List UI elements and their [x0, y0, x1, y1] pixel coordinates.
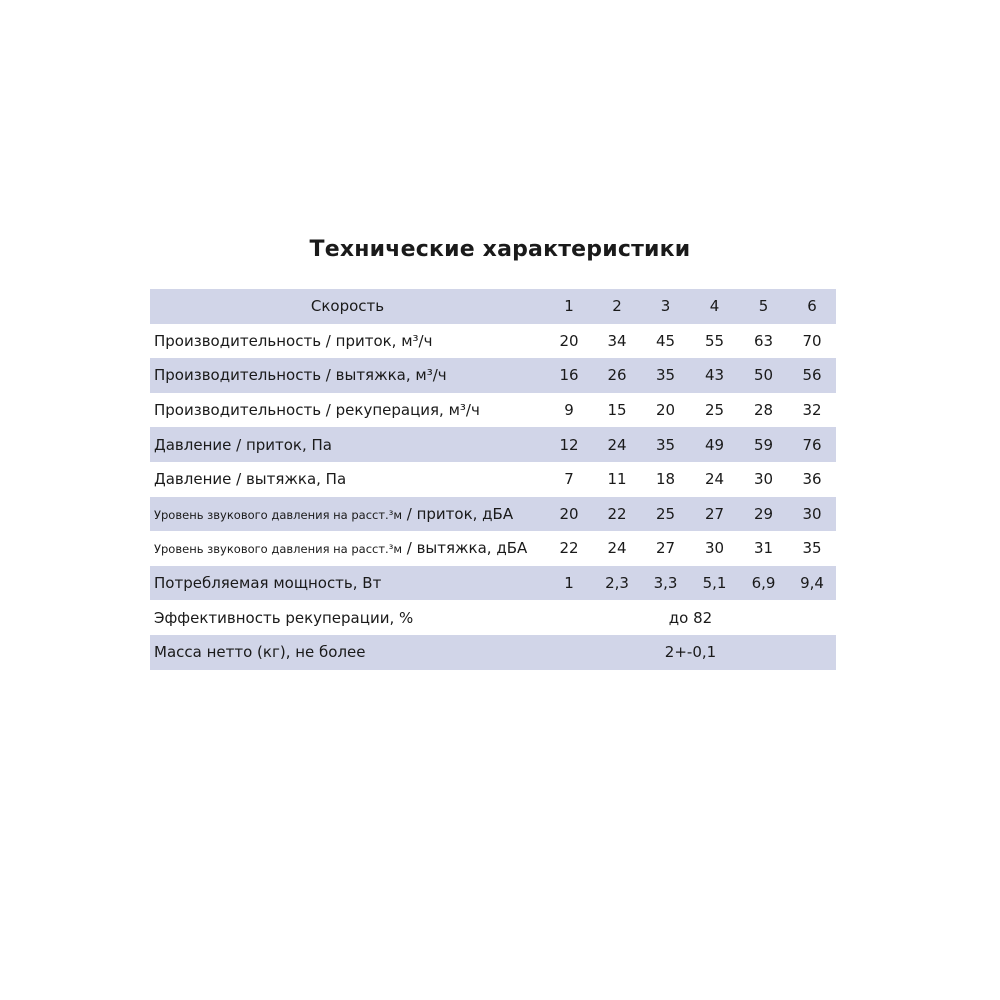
table-cell: 9,4 [788, 566, 836, 601]
table-cell: 20 [545, 497, 593, 532]
merged-value-cell: до 82 [668, 608, 713, 627]
row-label [150, 531, 545, 566]
row-label-big: / вытяжка, дБА [402, 539, 528, 558]
speed-header-4: 4 [690, 289, 739, 324]
row-label: Производительность / вытяжка, м³/ч [150, 358, 545, 393]
table-cell: 49 [690, 427, 739, 462]
row-label: Потребляемая мощность, Вт [150, 566, 545, 601]
speed-header-6: 6 [788, 289, 836, 324]
table-cell: 55 [704, 331, 725, 350]
row-label-small: Уровень звукового давления на расст.³м [154, 507, 402, 522]
speed-header-2: 2 [593, 289, 641, 324]
table-cell: 7 [564, 470, 574, 489]
table-cell: 12 [545, 427, 593, 462]
table-cell: 20 [655, 401, 676, 420]
speed-header-1: 1 [545, 289, 593, 324]
table-cell: 50 [739, 358, 788, 393]
table-cell: 2,3 [593, 566, 641, 601]
table-row [150, 497, 836, 532]
merged-value-cell: 2+-0,1 [545, 635, 836, 670]
table-cell: 36 [802, 470, 822, 489]
table-cell: 43 [690, 358, 739, 393]
table-cell: 22 [559, 539, 579, 558]
table-row [150, 600, 836, 635]
table-row [150, 531, 836, 566]
table-header-row [150, 289, 836, 324]
speed-header-label: Скорость [150, 289, 545, 324]
table-cell: 35 [641, 358, 690, 393]
table-cell: 1 [545, 566, 593, 601]
table-cell: 24 [607, 539, 627, 558]
speed-header-3: 3 [641, 289, 690, 324]
table-cell: 11 [607, 470, 627, 489]
table-cell: 70 [802, 331, 822, 350]
table-cell: 30 [788, 497, 836, 532]
row-label: Давление / приток, Па [150, 427, 545, 462]
row-label-big: / приток, дБА [402, 504, 514, 523]
table-cell: 76 [788, 427, 836, 462]
table-cell: 20 [559, 331, 579, 350]
specifications-table [150, 289, 836, 670]
row-label [150, 497, 545, 532]
table-cell: 27 [655, 539, 676, 558]
table-row [150, 462, 836, 497]
table-cell: 9 [564, 401, 574, 420]
table-cell: 5,1 [690, 566, 739, 601]
table-row [150, 324, 836, 359]
table-cell: 15 [607, 401, 627, 420]
table-cell: 6,9 [739, 566, 788, 601]
table-row [150, 427, 836, 462]
table-cell: 27 [690, 497, 739, 532]
row-label: Производительность / приток, м³/ч [154, 331, 433, 350]
row-label-small: Уровень звукового давления на расст.³м [154, 542, 402, 557]
table-cell: 25 [704, 401, 725, 420]
table-cell: 32 [802, 401, 822, 420]
row-label: Производительность / рекуперация, м³/ч [154, 401, 480, 420]
table-cell: 16 [545, 358, 593, 393]
table-cell: 45 [655, 331, 676, 350]
table-row [150, 358, 836, 393]
table-cell: 22 [593, 497, 641, 532]
row-label: Давление / вытяжка, Па [154, 470, 347, 489]
table-row [150, 635, 836, 670]
table-cell: 59 [739, 427, 788, 462]
table-cell: 63 [753, 331, 774, 350]
table-row [150, 566, 836, 601]
table-cell: 35 [641, 427, 690, 462]
table-cell: 31 [753, 539, 774, 558]
table-cell: 25 [641, 497, 690, 532]
table-cell: 34 [607, 331, 627, 350]
table-cell: 30 [753, 470, 774, 489]
table-cell: 26 [593, 358, 641, 393]
table-cell: 30 [704, 539, 725, 558]
table-cell: 18 [655, 470, 676, 489]
table-cell: 29 [739, 497, 788, 532]
row-label: Эффективность рекуперации, % [154, 608, 414, 627]
table-cell: 24 [704, 470, 725, 489]
table-cell: 56 [788, 358, 836, 393]
table-cell: 35 [802, 539, 822, 558]
speed-header-5: 5 [739, 289, 788, 324]
table-cell: 3,3 [641, 566, 690, 601]
page-title: Технические характеристики [309, 237, 691, 262]
table-cell: 28 [753, 401, 774, 420]
row-label: Масса нетто (кг), не более [150, 635, 545, 670]
table-cell: 24 [593, 427, 641, 462]
table-row [150, 393, 836, 428]
